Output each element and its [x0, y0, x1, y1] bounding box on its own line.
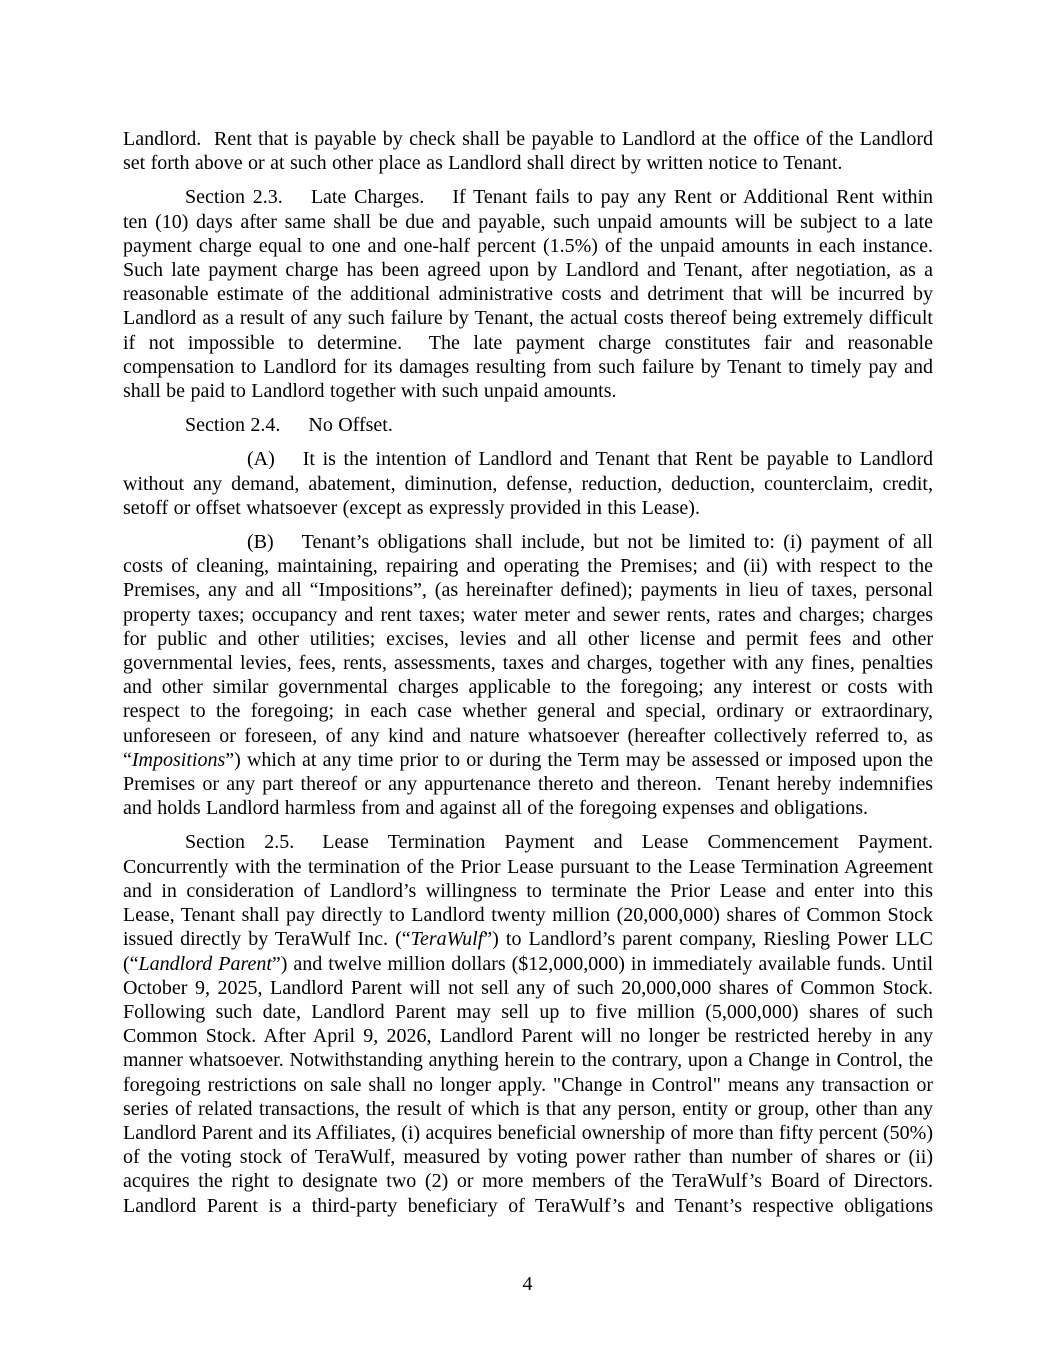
paragraph-2-4-b [123, 530, 933, 820]
text-run: Section 2.4. [185, 414, 281, 437]
text-run: Section 2.5. [185, 831, 295, 854]
text-run: ”) and twelve million dollars ($12,000,000) in immediately available funds. Until October 9, 2025, Landlord Parent will not sell any of such 20,000,000 shares of Common Stock. Following such date, Landlord Parent may sell up to five million (5,000,000) shares of such Common Stock. After April 9, 2026, Landlord Parent will no longer be restricted hereby in any manner whatsoever. Notwithstanding anything herein to the contrary, upon a Change in Control, the foregoing restrictions on sale shall no longer apply. "Change in Control" means any transaction or series of related transactions, the result of which is that any person, entity or group, other than any Landlord Parent and its Affiliates, (i) acquires beneficial ownership of more than fifty percent (50%) of the voting stock of TeraWulf, measured by voting power rather than number of shares or (ii) acquires the right to designate two (2) or more members of the TeraWulf’s Board of Directors. Landlord Parent is a third-party beneficiary of TeraWulf’s and Tenant’s respective obligations [123, 952, 933, 1217]
paragraph-section-2-3 [123, 185, 933, 403]
text-run: ”) which at any time prior to or during the Term may be assessed or imposed upon the Premises or any part thereof or any appurtenance thereto and thereon. Tenant hereby indemnifies and holds Landlord harmless from and against all of the foregoing expenses and obligations. [123, 748, 933, 820]
text-run: (A) [247, 448, 275, 471]
paragraph-continuation [123, 127, 933, 175]
text-run: Section 2.3. [185, 186, 283, 209]
text-run: (B) [247, 531, 274, 554]
page-footer [0, 1272, 1055, 1296]
text-run: Impositions [131, 748, 226, 771]
paragraph-section-2-4 [123, 413, 933, 437]
paragraph-section-2-5 [123, 830, 933, 1217]
text-run: If Tenant fails to pay any Rent or Additional Rent within ten (10) days after same shall be due and payable, such unpaid amounts will be subject to a late payment charge equal to one and one-half percent (1.5%) of the unpaid amounts in each instance. Such late payment charge has been agreed upon by Landlord and Tenant, after negotiation, as a reasonable estimate of the additional administrative costs and detriment that will be incurred by Landlord as a result of any such failure by Tenant, the actual costs thereof being extremely difficult if not impossible to determine. The late payment charge constitutes fair and reasonable compensation to Landlord for its damages resulting from such failure by Tenant to timely pay and shall be paid to Landlord together with such unpaid amounts. [123, 186, 934, 403]
text-run: Late Charges. [310, 186, 425, 209]
text-run: ”) to Landlord’s parent company, Riesling Power LLC (“ [123, 928, 934, 975]
text-run: Landlord. Rent that is payable by check shall be payable to Landlord at the office of the Landlord set forth above or at such other place as Landlord shall direct by written notice to Tenant. [123, 128, 933, 175]
text-run: TeraWulf [410, 928, 484, 951]
paragraph-2-4-a [123, 447, 933, 520]
document-body [123, 127, 933, 1228]
text-run: Landlord Parent [138, 952, 272, 975]
text-run: Lease Termination Payment and Lease Commencement Payment. Concurrently with the termination of the Prior Lease pursuant to the Lease Termination Agreement and in consideration of Landlord’s willingness to terminate the Prior Lease and enter into this Lease, Tenant shall pay directly to Landlord twenty million (20,000,000) shares of Common Stock issued directly by TeraWulf Inc. (“ [123, 831, 933, 951]
page-number: 4 [522, 1273, 533, 1295]
text-run: No Offset. [308, 414, 393, 437]
text-run: It is the intention of Landlord and Tenant that Rent be payable to Landlord without any demand, abatement, diminution, defense, reduction, deduction, counterclaim, credit, setoff or offset whatsoever (except as expressly provided in this Lease). [123, 448, 933, 519]
text-run: Tenant’s obligations shall include, but not be limited to: (i) payment of all costs of cleaning, maintaining, repairing and operating the Premises; and (ii) with respect to the Premises, any and all “Impositions”, (as hereinafter defined); payments in lieu of taxes, personal property taxes; occupancy and rent taxes; water meter and sewer rents, rates and charges; charges for public and other utilities; excises, levies and all other license and permit fees and other governmental levies, fees, rents, assessments, taxes and charges, together with any fines, penalties and other similar governmental charges applicable to the foregoing; any interest or costs with respect to the foregoing; in each case whether general and special, ordinary or extraordinary, unforeseen or foreseen, of any kind and nature whatsoever (hereafter collectively referred to, as “ [123, 531, 933, 771]
